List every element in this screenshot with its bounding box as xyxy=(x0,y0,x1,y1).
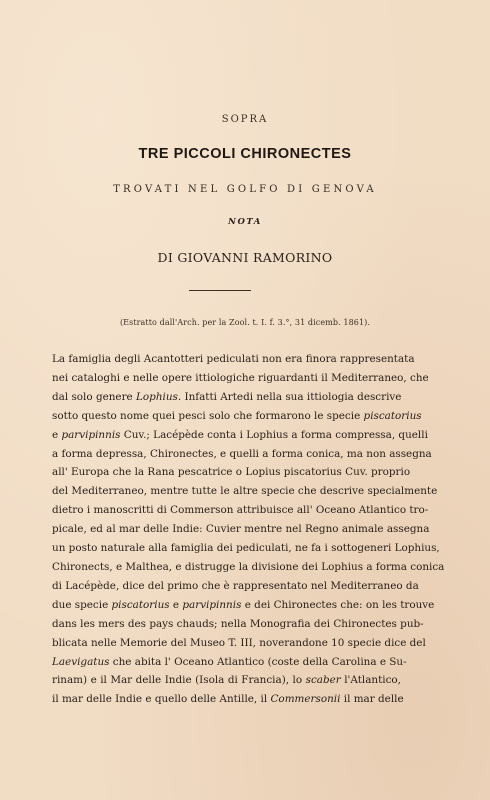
extract-note: (Estratto dall'Arch. per la Zool. t. I. f. 3.°, 31 dicemb. 1861). xyxy=(119,318,371,327)
body-line xyxy=(52,501,429,520)
text-run: il mar delle Indie e quello delle Antille, il xyxy=(52,693,271,706)
italic-term: parvipinnis xyxy=(182,598,242,611)
body-line xyxy=(52,539,440,558)
italic-term: Commersonii xyxy=(270,693,341,706)
italic-term: Lophius. xyxy=(136,390,182,403)
text-run: due specie xyxy=(52,598,112,611)
body-line xyxy=(52,388,401,407)
body-line xyxy=(52,463,411,482)
text-run: Cuv.; Lacépède conta i Lophius a forma compressa, quelli xyxy=(120,428,428,441)
text-run: e dei Chironectes che: on les trouve xyxy=(241,598,435,611)
body-line xyxy=(52,634,426,653)
text-run: picale, ed al mar delle Indie: Cuvier mentre nel Regno animale assegna xyxy=(52,523,430,536)
text-run: e xyxy=(169,598,183,611)
italic-term: scaber xyxy=(305,674,341,687)
text-run: il mar delle xyxy=(340,693,404,706)
text-run: e xyxy=(52,428,62,441)
body-line xyxy=(52,577,419,596)
text-run: Infatti Artedi nella sua ittiologia descrive xyxy=(181,390,402,403)
body-line xyxy=(52,445,432,464)
body-line xyxy=(52,596,435,615)
text-run: del Mediterraneo, mentre tutte le altre specie che descrive specialmente xyxy=(52,485,438,498)
italic-term: piscatorius xyxy=(363,409,422,422)
body-line xyxy=(52,558,445,577)
author: DI GIOVANNI RAMORINO xyxy=(157,250,333,265)
text-run: un posto naturale alla famiglia dei pediculati, ne fa i sottogeneri Lophius, xyxy=(52,542,440,555)
heading-nota: NOTA xyxy=(228,217,262,227)
body-line xyxy=(52,369,429,388)
body-line xyxy=(52,482,438,501)
text-run: di Lacépède, dice del primo che è rappresentato nel Mediterraneo da xyxy=(52,579,419,592)
text-run: dans les mers des pays chauds; nella Monografia dei Chironectes pub- xyxy=(52,617,424,630)
italic-term: parvipinnis xyxy=(61,428,121,441)
italic-term: Laevigatus xyxy=(52,655,110,668)
text-run: all' Europa che la Rana pescatrice o Lopius piscatorius Cuv. proprio xyxy=(52,466,411,479)
body-line xyxy=(52,407,422,426)
text-run: nei cataloghi e nelle opere ittiologiche riguardanti il Mediterraneo, che xyxy=(52,371,429,384)
text-run: dietro i manoscritti di Commerson attribuisce all' Oceano Atlantico tro- xyxy=(52,504,429,517)
italic-term: piscatorius xyxy=(111,598,170,611)
body-line xyxy=(52,615,424,634)
body-line xyxy=(52,690,404,709)
divider-rule xyxy=(189,290,251,291)
text-run: Chironects, e Malthea, e distrugge la divisione dei Lophius a forma conica xyxy=(52,560,445,573)
body-line xyxy=(52,520,430,539)
text-run: rinam) e il Mar delle Indie (Isola di Francia), lo xyxy=(52,674,306,687)
page-title: TRE PICCOLI CHIRONECTES xyxy=(138,146,352,162)
text-run: l'Atlantico, xyxy=(340,674,401,687)
body-line xyxy=(52,671,401,690)
text-run: che abita l' Oceano Atlantico (coste della Carolina e Su- xyxy=(109,655,407,668)
text-run: a forma depressa, Chironectes, e quelli a forma conica, ma non assegna xyxy=(52,447,432,460)
body-text xyxy=(52,350,445,709)
body-line xyxy=(52,350,415,369)
text-run: sotto questo nome quei pesci solo che formarono le specie xyxy=(52,409,364,422)
text-run: dal solo genere xyxy=(52,390,137,403)
subtitle: TROVATI NEL GOLFO DI GENOVA xyxy=(113,184,377,195)
body-line xyxy=(52,426,428,445)
text-run: La famiglia degli Acantotteri pediculati non era finora rappresentata xyxy=(52,353,415,365)
text-run: blicata nelle Memorie del Museo T. III, noverandone 10 specie dice del xyxy=(52,636,426,649)
heading-sopra: SOPRA xyxy=(221,114,269,125)
body-line xyxy=(52,653,407,672)
